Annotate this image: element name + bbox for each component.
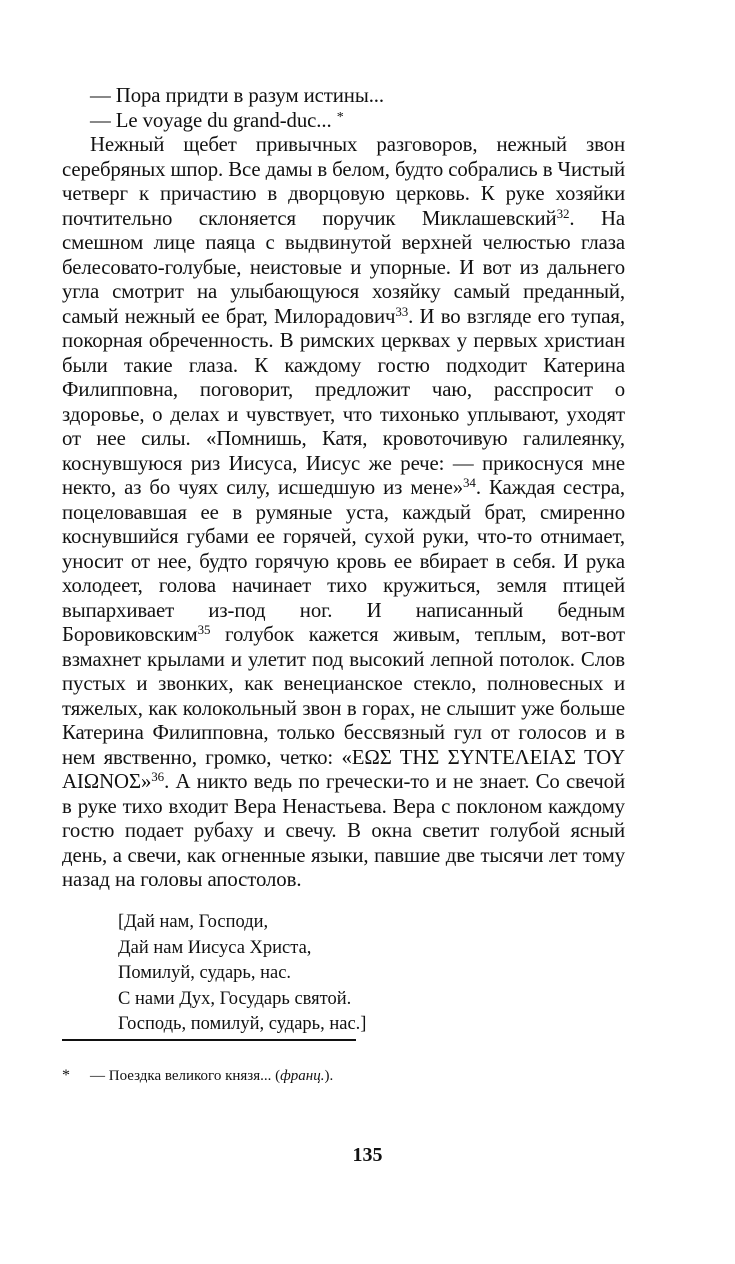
footnote-reference-marker: *	[336, 109, 344, 125]
paragraph	[62, 109, 625, 134]
text-run: . На смешном лице паяца с выдвинутой верхней челюстью глаза белесовато-голубые, неистовые и упорные. И вот из дальнего угла смотрит на улыбающуюся хозяйку самый преданный, самый нежный ее брат, Милорадович	[62, 206, 626, 328]
note-reference: 35	[197, 622, 211, 637]
text-run: . И во взгляде его тупая, покорная обреченность. В римских церквах у первых христиан были такие глаза. К каждому гостю подходит Катерина Филипповна, поговорит, предложит чаю, расспросит о здоровье, о делах и чувствует, что тихонько уплывают, уходят от нее силы. «Помнишь, Катя, кровоточивую галилеянку, коснувшуюся риз Иисуса, Иисус же рече: — прикоснуся мне некто, аз бо чуях силу, исшедшую из мене»	[62, 304, 625, 499]
text-run: голубок кажется живым, теплым, вот-вот взмахнет крылами и улетит под высокий лепной потолок. Слов пустых и звонких, как венецианское стекло, полновесных и тяжелых, как колокольный звон в горах, не слышит уже больше Катерина Филипповна, только бессвязный гул от голосов и в нем явственно, громко, четко: «ΕΩΣ ΤΗΣ ΣΥΝΤΕΛΕΙΑΣ ΤΟΥ ΑΙΩΝΟΣ»	[62, 623, 625, 793]
verse-line: Господь, помилуй, сударь, нас.]	[118, 1014, 367, 1034]
footnote-separator	[62, 1039, 356, 1041]
footnote-tail: ).	[324, 1068, 334, 1084]
note-reference: 36	[151, 769, 165, 784]
note-reference: 34	[463, 475, 476, 490]
page-number: 135	[352, 1144, 383, 1166]
footnote-text: — Поездка великого князя... (	[90, 1068, 281, 1084]
text-run: . А никто ведь по гречески-то и не знает. Со свечой в руке тихо входит Вера Ненастьева. Вера с поклоном каждому гостю подает рубаху и свечу. В окна светит голубой ясный день, а свечи, как огненные языки, павшие две тысячи лет тому назад на головы апостолов.	[62, 770, 625, 891]
footnote-language: франц.	[280, 1068, 325, 1084]
note-reference: 33	[395, 303, 409, 319]
footnote-marker: *	[62, 1067, 70, 1084]
verse-block	[118, 910, 366, 1038]
verse-line: Помилуй, сударь, нас.	[118, 963, 292, 983]
text-run: — Пора придти в разум истины...	[90, 84, 384, 107]
verse-line: Дай нам Иисуса Христа,	[118, 937, 312, 958]
main-text	[62, 84, 625, 893]
paragraph	[62, 133, 625, 893]
text-run: . Каждая сестра, поцеловавшая ее в румяные уста, каждый брат, смиренно коснувшийся губами ее горячей, сухой руки, что-то отнимает, уносит от нее, будто горячую кровь ее вбирает в себя. И рука холодеет, голова начинает тихо кружиться, земля птицей выпархивает из-под ног. И написанный бедным Боровиковским	[62, 476, 625, 646]
verse-line: [Дай нам, Господи,	[118, 912, 269, 932]
verse-line: С нами Дух, Государь святой.	[118, 988, 352, 1009]
text-run: — Le voyage du grand-duc...	[90, 108, 332, 132]
paragraph	[62, 84, 625, 109]
text-run: Нежный щебет привычных разговоров, нежный звон серебряных шпор. Все дамы в белом, будто собрались в Чистый четверг к причастию в дворцовую церковь. К руке хозяйки почтительно склоняется поручик Миклашевский	[62, 133, 625, 230]
note-reference: 32	[556, 205, 570, 221]
footnote	[62, 1066, 333, 1086]
